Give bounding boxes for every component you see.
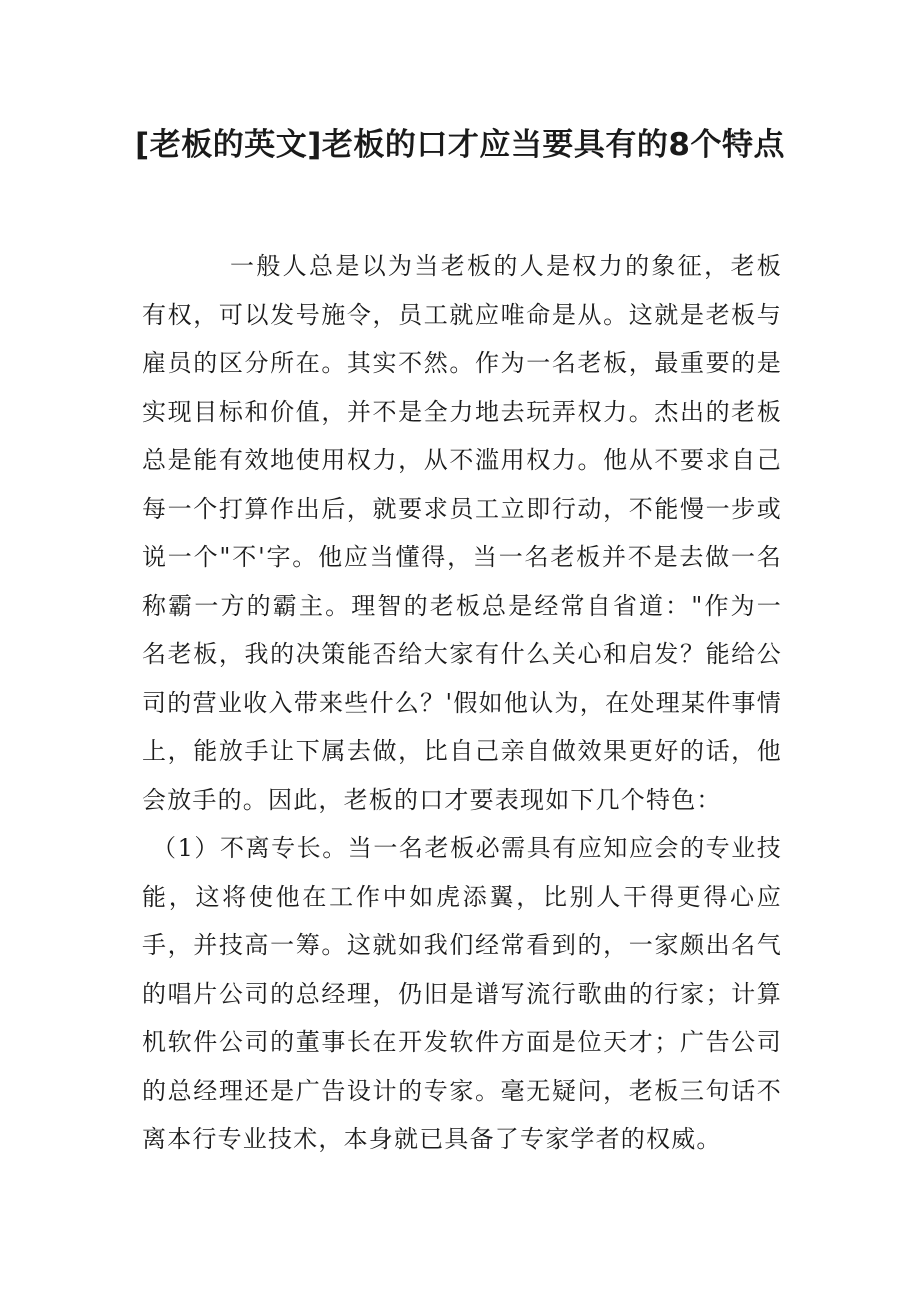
paragraph-point-1: （1）不离专长。当一名老板必需具有应知应会的专业技能，这将使他在工作中如虎添翼，比别人干得更得心应手，并技高一筹。这就如我们经常看到的，一家颇出名气的唱片公司的总经理，仍旧是谱写流行歌曲的行家；计算机软件公司的董事长在开发软件方面是位天才；广告公司的总经理还是广告设计的专家。毫无疑问，老板三句话不离本行专业技术，本身就已具备了专家学者的权威。 [142, 834, 782, 1153]
paragraph-intro: 一般人总是以为当老板的人是权力的象征，老板有权，可以发号施令，员工就应唯命是从。这就是老板与雇员的区分所在。其实不然。作为一名老板，最重要的是实现目标和价值，并不是全力地去玩弄权力。杰出的老板总是能有效地使用权力，从不滥用权力。他从不要求自己每一个打算作出后，就要求员工立即行动，不能慢一步或说一个"不'字。他应当懂得，当一名老板并不是去做一名称霸一方的霸主。理智的老板总是经常自省道："作为一名老板，我的决策能否给大家有什么关心和启发？能给公司的营业收入带来些什么？'假如他认为，在处理某件事情上，能放手让下属去做，比自己亲自做效果更好的话，他会放手的。因此，老板的口才要表现如下几个特色： [142, 252, 782, 814]
document-body [142, 242, 782, 1164]
document-title: [老板的英文]老板的口才应当要具有的8个特点 [135, 127, 785, 163]
